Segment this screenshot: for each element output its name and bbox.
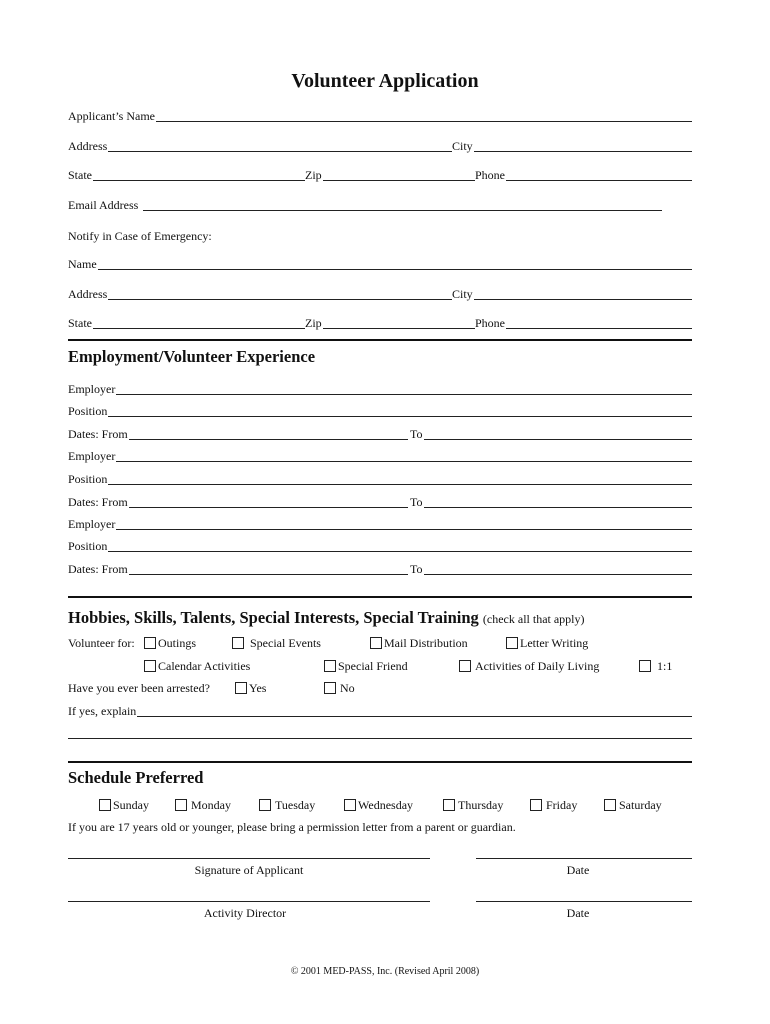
section-divider bbox=[68, 339, 692, 341]
applicant-signature-label: Signature of Applicant bbox=[194, 863, 304, 877]
emergency-state-field[interactable]: State bbox=[68, 315, 305, 331]
arrested-question: Have you ever been arrested? bbox=[68, 681, 210, 695]
schedule-heading: Schedule Preferred bbox=[68, 768, 204, 787]
checkbox-box[interactable] bbox=[99, 799, 111, 811]
employer-3-field[interactable]: Employer bbox=[68, 516, 692, 532]
checkbox-box[interactable] bbox=[344, 799, 356, 811]
checkbox-monday[interactable]: Monday bbox=[175, 797, 231, 813]
hobbies-note: (check all that apply) bbox=[482, 612, 585, 626]
applicant-date-label: Date bbox=[566, 863, 590, 877]
section-divider bbox=[68, 596, 692, 598]
checkbox-friday[interactable]: Friday bbox=[530, 797, 577, 813]
checkbox-activities-daily-living[interactable]: Activities of Daily Living bbox=[459, 658, 599, 674]
dates-to-2-field[interactable]: To bbox=[410, 494, 692, 510]
emergency-name-field[interactable]: Name bbox=[68, 256, 692, 272]
emergency-zip-field[interactable]: Zip bbox=[305, 315, 475, 331]
section-divider bbox=[68, 761, 692, 763]
dates-to-3-field[interactable]: To bbox=[410, 561, 692, 577]
employment-heading: Employment/Volunteer Experience bbox=[68, 347, 316, 366]
employer-2-field[interactable]: Employer bbox=[68, 448, 692, 464]
checkbox-box[interactable] bbox=[443, 799, 455, 811]
position-3-field[interactable]: Position bbox=[68, 538, 692, 554]
dates-from-1-field[interactable]: Dates: From bbox=[68, 426, 408, 442]
checkbox-sunday[interactable]: Sunday bbox=[99, 797, 149, 813]
copyright-footer: © 2001 MED-PASS, Inc. (Revised April 2008) bbox=[290, 966, 480, 977]
emergency-address-field[interactable]: Address bbox=[68, 286, 452, 302]
dates-to-1-field[interactable]: To bbox=[410, 426, 692, 442]
applicant-name-field[interactable]: Applicant’s Name bbox=[68, 108, 692, 124]
volunteer-for-label: Volunteer for: bbox=[68, 636, 135, 650]
position-2-field[interactable]: Position bbox=[68, 471, 692, 487]
checkbox-box[interactable] bbox=[144, 637, 156, 649]
checkbox-box[interactable] bbox=[459, 660, 471, 672]
checkbox-tuesday[interactable]: Tuesday bbox=[259, 797, 315, 813]
checkbox-outings[interactable]: Outings bbox=[144, 635, 196, 651]
checkbox-box[interactable] bbox=[144, 660, 156, 672]
checkbox-arrested-yes[interactable]: Yes bbox=[235, 680, 266, 696]
director-signature-label: Activity Director bbox=[203, 906, 287, 920]
checkbox-thursday[interactable]: Thursday bbox=[443, 797, 503, 813]
applicant-zip-field[interactable]: Zip bbox=[305, 167, 475, 183]
checkbox-box[interactable] bbox=[639, 660, 651, 672]
arrest-explain-line-2[interactable] bbox=[68, 738, 692, 739]
applicant-email-field[interactable]: Email Address bbox=[68, 197, 662, 213]
checkbox-special-events[interactable]: Special Events bbox=[232, 635, 321, 651]
checkbox-box[interactable] bbox=[506, 637, 518, 649]
applicant-address-field[interactable]: Address bbox=[68, 138, 452, 154]
checkbox-box[interactable] bbox=[175, 799, 187, 811]
checkbox-box[interactable] bbox=[324, 682, 336, 694]
checkbox-box[interactable] bbox=[259, 799, 271, 811]
checkbox-letter-writing[interactable]: Letter Writing bbox=[506, 635, 588, 651]
director-date-label: Date bbox=[566, 906, 590, 920]
form-title: Volunteer Application bbox=[291, 70, 479, 92]
hobbies-heading bbox=[68, 608, 585, 628]
director-signature-line[interactable] bbox=[68, 901, 430, 902]
emergency-heading: Notify in Case of Emergency: bbox=[68, 229, 212, 243]
arrest-explain-field[interactable]: If yes, explain bbox=[68, 703, 692, 719]
emergency-phone-field[interactable]: Phone bbox=[475, 315, 692, 331]
minor-permission-note: If you are 17 years old or younger, please bring a permission letter from a parent or guardian. bbox=[68, 820, 516, 834]
checkbox-arrested-no[interactable]: No bbox=[324, 680, 355, 696]
employer-1-field[interactable]: Employer bbox=[68, 381, 692, 397]
dates-from-3-field[interactable]: Dates: From bbox=[68, 561, 408, 577]
checkbox-special-friend[interactable]: Special Friend bbox=[324, 658, 408, 674]
applicant-state-field[interactable]: State bbox=[68, 167, 305, 183]
applicant-city-field[interactable]: City bbox=[452, 138, 692, 154]
checkbox-mail-distribution[interactable]: Mail Distribution bbox=[370, 635, 468, 651]
checkbox-one-to-one[interactable]: 1:1 bbox=[639, 658, 672, 674]
dates-from-2-field[interactable]: Dates: From bbox=[68, 494, 408, 510]
position-1-field[interactable]: Position bbox=[68, 403, 692, 419]
emergency-city-field[interactable]: City bbox=[452, 286, 692, 302]
checkbox-wednesday[interactable]: Wednesday bbox=[344, 797, 413, 813]
checkbox-calendar-activities[interactable]: Calendar Activities bbox=[144, 658, 250, 674]
checkbox-saturday[interactable]: Saturday bbox=[604, 797, 662, 813]
checkbox-box[interactable] bbox=[324, 660, 336, 672]
checkbox-box[interactable] bbox=[232, 637, 244, 649]
checkbox-box[interactable] bbox=[604, 799, 616, 811]
director-date-line[interactable] bbox=[476, 901, 692, 902]
checkbox-box[interactable] bbox=[235, 682, 247, 694]
applicant-signature-line[interactable] bbox=[68, 858, 430, 859]
applicant-phone-field[interactable]: Phone bbox=[475, 167, 692, 183]
applicant-date-line[interactable] bbox=[476, 858, 692, 859]
checkbox-box[interactable] bbox=[530, 799, 542, 811]
hobbies-heading-text: Hobbies, Skills, Talents, Special Interests, Special Training bbox=[68, 608, 479, 627]
checkbox-box[interactable] bbox=[370, 637, 382, 649]
